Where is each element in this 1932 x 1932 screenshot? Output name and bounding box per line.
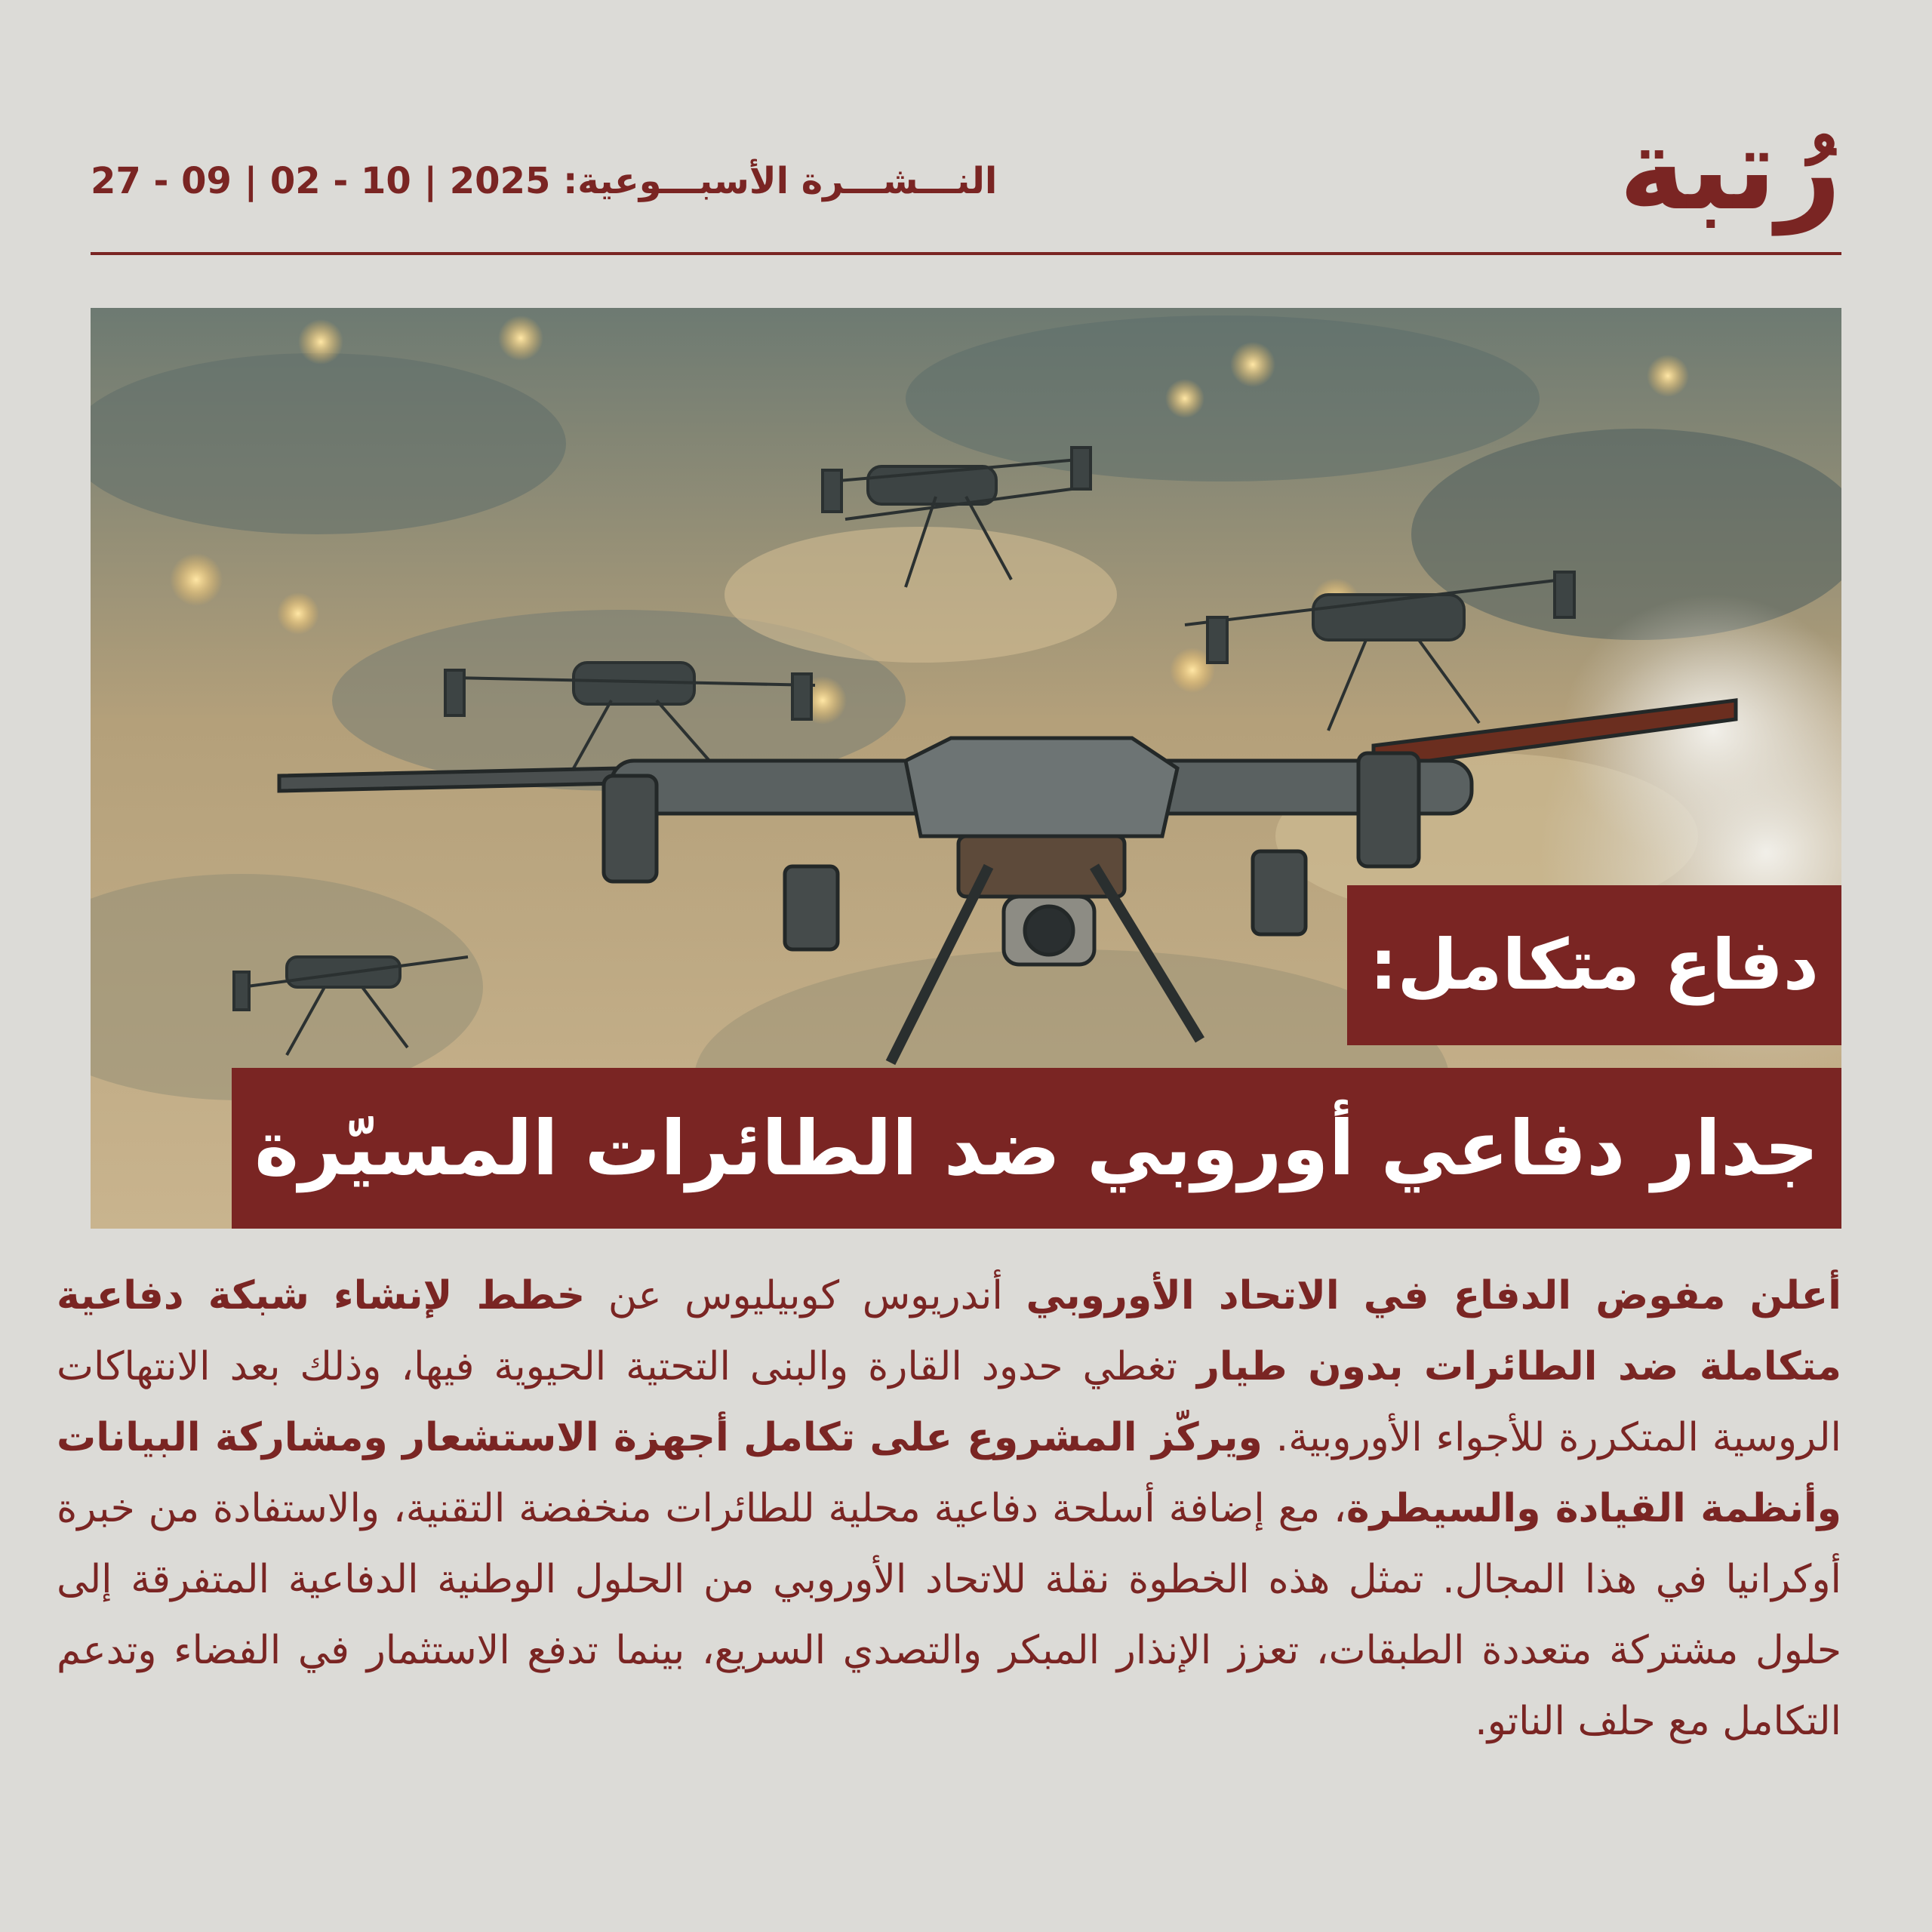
article-segment-1: أعلن مفوض الدفاع في الاتحاد الأوروبي <box>1026 1273 1842 1318</box>
article-segment-3: خطط لإنشاء شبكة دفاعية متكاملة ضد الطائرات بدون طيار <box>57 1273 1841 1389</box>
header <box>91 104 1841 257</box>
article-segment-6: ، مع إضافة أسلحة دفاعية محلية للطائرات منخفضة التقنية، والاستفادة من خبرة أوكرانيا في هذا المجال. تمثل هذه الخطوة نقلة للاتحاد الأوروبي من الحلول الوطنية الدفاعية المتفرقة إلى حلول مشتركة متعددة الطبقات، تعزز الإنذار المبكر والتصدي السريع، بينما تدفع الاستثمار في الفضاء وتدعم التكامل مع حلف الناتو. <box>57 1486 1841 1744</box>
brand-logo: رُتبة <box>1619 104 1841 235</box>
hero-image <box>91 308 1841 1229</box>
article-segment-5: ويركّز المشروع على تكامل أجهزة الاستشعار ومشاركة البيانات وأنظمة القيادة والسيطرة <box>57 1415 1841 1531</box>
article-body <box>57 1260 1841 1757</box>
article-segment-2: أندريوس كوبيليوس عن <box>585 1273 1026 1318</box>
headline-line-2: جدار دفاعي أوروبي ضد الطائرات المسيّرة <box>232 1068 1841 1229</box>
issue-date-line: النـــشـــرة الأسبـــوعية: 2025 | 10 - 02 | 09 - 27 <box>91 160 998 202</box>
article-segment-4: تغطي حدود القارة والبنى التحتية الحيوية فيها، وذلك بعد الانتهاكات الروسية المتكررة للأجواء الأوروبية. <box>57 1344 1841 1460</box>
header-divider <box>91 252 1841 255</box>
headline-line-1: دفاع متكامل: <box>1347 885 1841 1045</box>
